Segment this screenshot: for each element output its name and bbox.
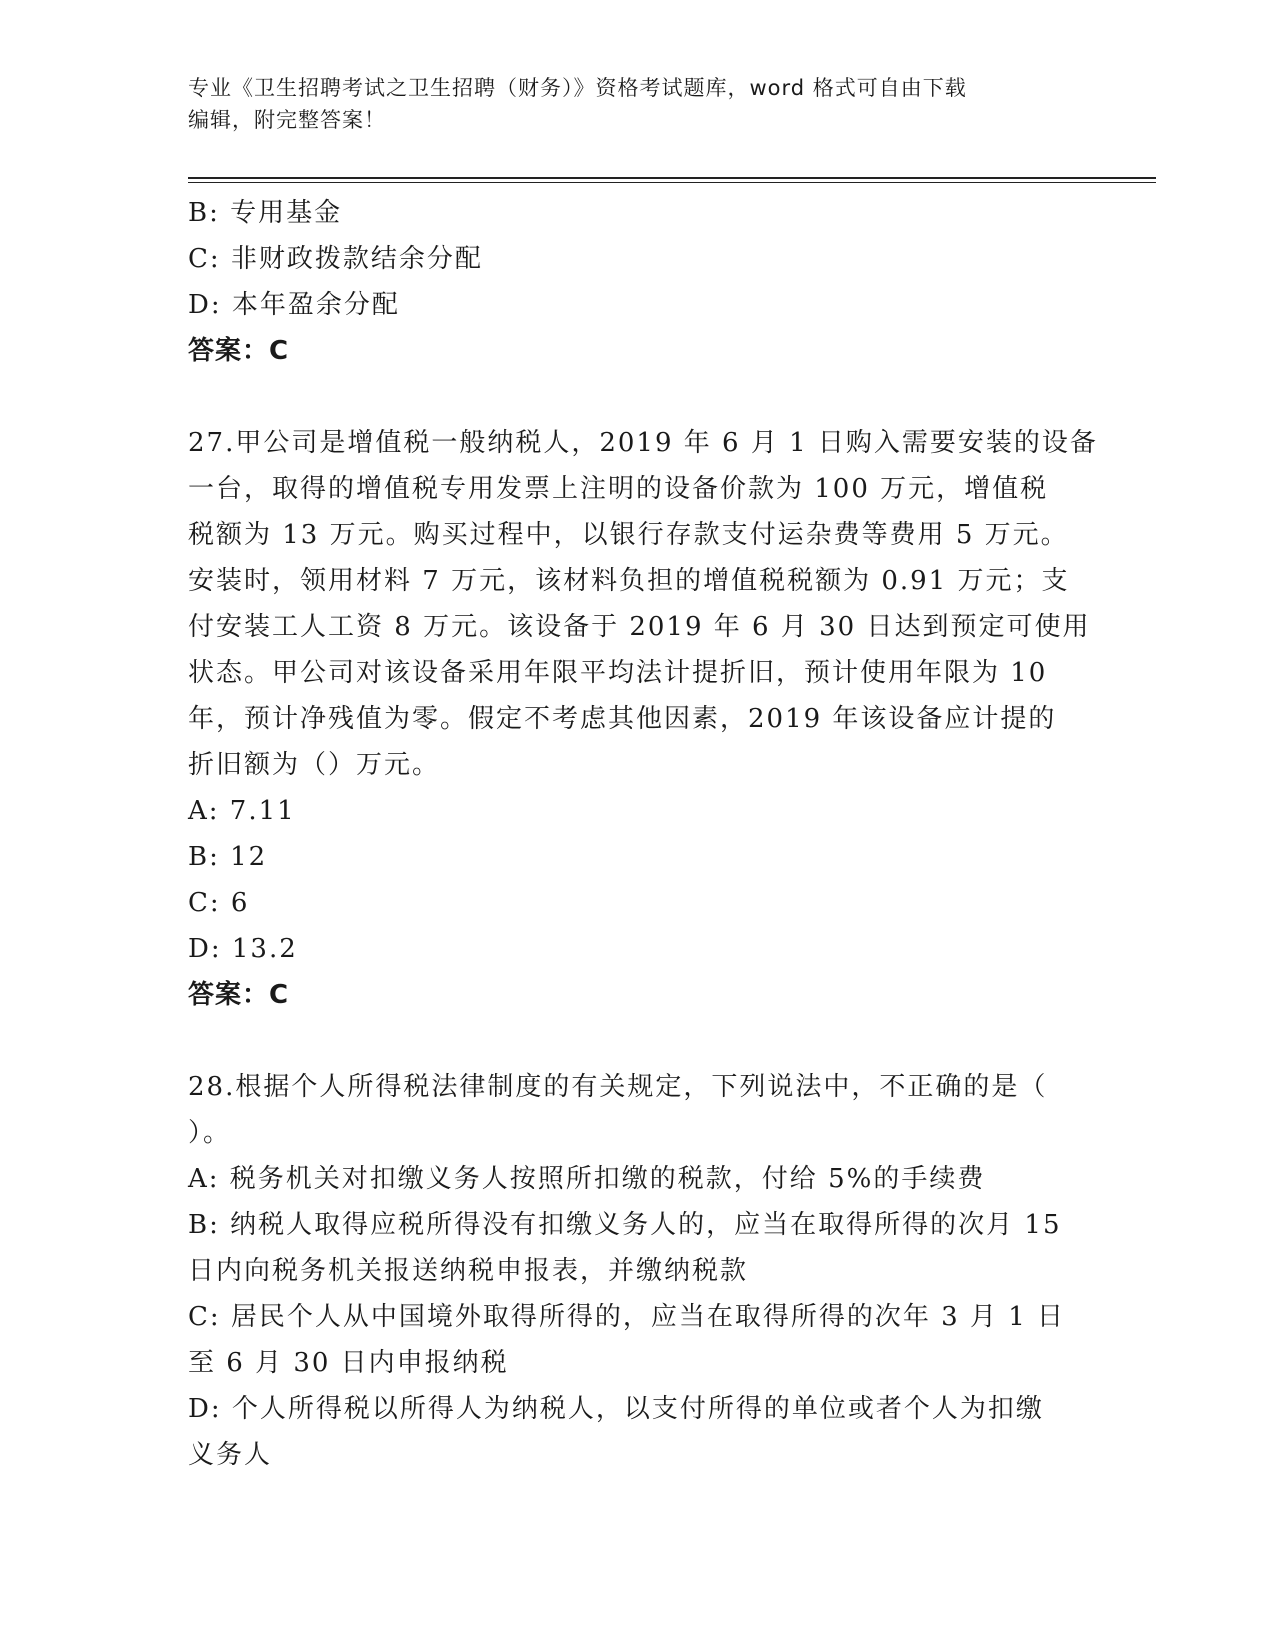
question-stem-line: ）。 [188, 1118, 232, 1148]
document-body [188, 190, 1098, 1478]
option-b: B: 12 [188, 842, 268, 872]
option-c: C: 非财政拨款结余分配 [188, 244, 483, 274]
spacer [188, 1018, 1088, 1064]
document-header [188, 72, 1088, 136]
question-28 [188, 1064, 1088, 1478]
option-b-continued: 日内向税务机关报送纳税申报表，并缴纳税款 [188, 1256, 749, 1286]
option-d: D: 13.2 [188, 934, 298, 964]
option-a: A: 税务机关对扣缴义务人按照所扣缴的税款，付给 5%的手续费 [188, 1164, 986, 1194]
question-stem-line: 折旧额为（）万元。 [188, 750, 441, 780]
question-stem-line: 28.根据个人所得税法律制度的有关规定，下列说法中，不正确的是（ [188, 1072, 1048, 1102]
option-a: A: 7.11 [188, 796, 296, 826]
option-d: D: 本年盈余分配 [188, 290, 400, 320]
question-stem-line: 安装时，领用材料 7 万元，该材料负担的增值税税额为 0.91 万元；支 [188, 566, 1070, 596]
question-stem-line: 付安装工人工资 8 万元。该设备于 2019 年 6 月 30 日达到预定可使用 [188, 612, 1091, 642]
option-b: B: 纳税人取得应税所得没有扣缴义务人的，应当在取得所得的次月 15 [188, 1210, 1062, 1240]
answer: 答案：C [188, 980, 290, 1010]
header-line-2: 编辑，附完整答案！ [188, 108, 386, 132]
header-divider-thick [188, 177, 1156, 179]
question-stem-line: 状态。甲公司对该设备采用年限平均法计提折旧，预计使用年限为 10 [188, 658, 1048, 688]
option-c: C: 6 [188, 888, 250, 918]
question-26 [188, 190, 1088, 374]
question-stem-line: 税额为 13 万元。购买过程中，以银行存款支付运杂费等费用 5 万元。 [188, 520, 1069, 550]
option-c-continued: 至 6 月 30 日内申报纳税 [188, 1348, 509, 1378]
option-c: C: 居民个人从中国境外取得所得的，应当在取得所得的次年 3 月 1 日 [188, 1302, 1066, 1332]
header-divider-thin [188, 182, 1156, 183]
header-line-1: 专业《卫生招聘考试之卫生招聘（财务）》资格考试题库，word 格式可自由下载 [188, 76, 967, 100]
question-stem-line: 27.甲公司是增值税一般纳税人，2019 年 6 月 1 日购入需要安装的设备 [188, 428, 1098, 458]
question-stem-line: 一台，取得的增值税专用发票上注明的设备价款为 100 万元，增值税 [188, 474, 1049, 504]
option-d-continued: 义务人 [188, 1440, 273, 1470]
answer: 答案：C [188, 336, 290, 366]
option-d: D: 个人所得税以所得人为纳税人，以支付所得的单位或者个人为扣缴 [188, 1394, 1044, 1424]
option-b: B: 专用基金 [188, 198, 343, 228]
question-stem-line: 年，预计净残值为零。假定不考虑其他因素，2019 年该设备应计提的 [188, 704, 1057, 734]
question-27 [188, 420, 1098, 1018]
spacer [188, 374, 1088, 420]
